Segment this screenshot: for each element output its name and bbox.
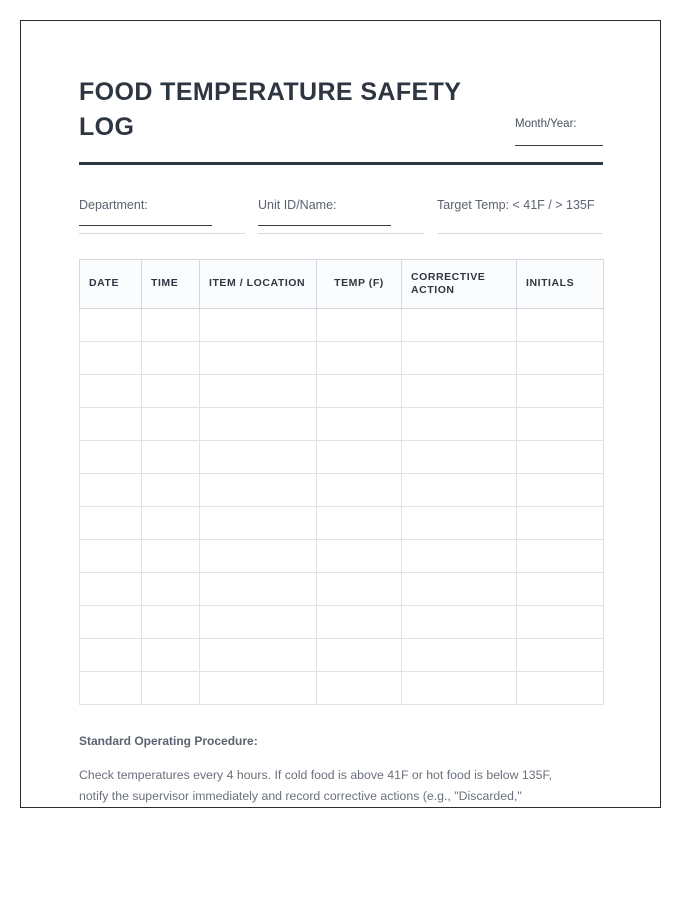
cell-item-location[interactable] [200,408,317,441]
sop-heading: Standard Operating Procedure: [79,734,258,748]
cell-initials[interactable] [517,474,604,507]
cell-time[interactable] [142,309,200,342]
cell-date[interactable] [80,441,142,474]
cell-corrective-action[interactable] [402,573,517,606]
cell-date[interactable] [80,606,142,639]
table-row [80,672,604,705]
field-target-temp-underline [437,233,603,234]
cell-date[interactable] [80,540,142,573]
cell-corrective-action[interactable] [402,639,517,672]
column-header-item-location: ITEM / LOCATION [200,260,317,309]
cell-item-location[interactable] [200,639,317,672]
cell-item-location[interactable] [200,309,317,342]
cell-initials[interactable] [517,540,604,573]
column-header-temp: TEMP (F) [317,260,402,309]
table-header [80,260,604,309]
cell-time[interactable] [142,672,200,705]
cell-item-location[interactable] [200,507,317,540]
title-divider [79,162,603,165]
cell-time[interactable] [142,342,200,375]
month-year-writeline[interactable] [515,145,603,146]
field-target-temp[interactable] [437,196,603,234]
cell-corrective-action[interactable] [402,507,517,540]
cell-temp-f[interactable] [317,573,402,606]
cell-date[interactable] [80,639,142,672]
cell-initials[interactable] [517,606,604,639]
cell-item-location[interactable] [200,540,317,573]
meta-fields-row [79,196,603,234]
cell-corrective-action[interactable] [402,540,517,573]
table-row [80,375,604,408]
cell-temp-f[interactable] [317,474,402,507]
document-page [20,20,661,808]
cell-temp-f[interactable] [317,309,402,342]
cell-temp-f[interactable] [317,507,402,540]
cell-item-location[interactable] [200,573,317,606]
table-header-row [80,260,604,309]
table-row [80,342,604,375]
table-body [80,309,604,705]
cell-time[interactable] [142,375,200,408]
cell-initials[interactable] [517,507,604,540]
cell-item-location[interactable] [200,672,317,705]
month-year-field[interactable] [515,118,603,146]
cell-corrective-action[interactable] [402,672,517,705]
field-unit-id-name[interactable] [258,196,424,234]
table-row [80,639,604,672]
cell-temp-f[interactable] [317,441,402,474]
cell-date[interactable] [80,507,142,540]
cell-time[interactable] [142,606,200,639]
cell-corrective-action[interactable] [402,375,517,408]
column-header-time: TIME [142,260,200,309]
cell-date[interactable] [80,408,142,441]
cell-time[interactable] [142,507,200,540]
cell-time[interactable] [142,639,200,672]
cell-item-location[interactable] [200,474,317,507]
cell-initials[interactable] [517,309,604,342]
cell-temp-f[interactable] [317,375,402,408]
cell-date[interactable] [80,474,142,507]
table-row [80,441,604,474]
table-row [80,408,604,441]
cell-item-location[interactable] [200,375,317,408]
cell-corrective-action[interactable] [402,474,517,507]
cell-temp-f[interactable] [317,342,402,375]
table-row [80,573,604,606]
field-department-label: Department: [79,198,148,212]
cell-corrective-action[interactable] [402,606,517,639]
month-year-label: Month/Year: [515,118,577,130]
table-row [80,309,604,342]
field-department[interactable] [79,196,245,234]
field-department-writeline[interactable] [79,225,212,226]
page-title: FOOD TEMPERATURE SAFETY LOG [79,78,461,141]
cell-initials[interactable] [517,441,604,474]
cell-corrective-action[interactable] [402,342,517,375]
field-target-temp-label: Target Temp: < 41F / > 135F [437,198,595,212]
cell-time[interactable] [142,441,200,474]
cell-initials[interactable] [517,375,604,408]
table-row [80,474,604,507]
cell-initials[interactable] [517,672,604,705]
cell-item-location[interactable] [200,342,317,375]
cell-corrective-action[interactable] [402,441,517,474]
column-header-initials: INITIALS [517,260,604,309]
cell-time[interactable] [142,573,200,606]
sop-body-text: Check temperatures every 4 hours. If cold food is above 41F or hot food is below 135F, notify the supervisor immediately and record corrective actions (e.g., "Discarded," [79,767,553,803]
cell-temp-f[interactable] [317,672,402,705]
cell-initials[interactable] [517,639,604,672]
cell-time[interactable] [142,540,200,573]
cell-corrective-action[interactable] [402,309,517,342]
field-unit-id-name-underline [258,233,424,234]
field-unit-id-name-writeline[interactable] [258,225,391,226]
table-row [80,606,604,639]
cell-time[interactable] [142,408,200,441]
cell-temp-f[interactable] [317,606,402,639]
cell-item-location[interactable] [200,606,317,639]
cell-item-location[interactable] [200,441,317,474]
column-header-date: DATE [80,260,142,309]
cell-corrective-action[interactable] [402,408,517,441]
field-unit-id-name-label: Unit ID/Name: [258,198,337,212]
cell-date[interactable] [80,375,142,408]
field-department-underline [79,233,245,234]
sop-section [79,733,603,807]
cell-date[interactable] [80,309,142,342]
cell-initials[interactable] [517,342,604,375]
cell-date[interactable] [80,342,142,375]
title-block [79,21,603,165]
table-row [80,507,604,540]
table-row [80,540,604,573]
cell-date[interactable] [80,573,142,606]
column-header-corrective-action: CORRECTIVE ACTION [402,260,517,309]
cell-date[interactable] [80,672,142,705]
cell-initials[interactable] [517,573,604,606]
cell-temp-f[interactable] [317,408,402,441]
cell-initials[interactable] [517,408,604,441]
page-content [79,21,603,807]
temperature-log-table [79,259,604,705]
cell-temp-f[interactable] [317,639,402,672]
cell-time[interactable] [142,474,200,507]
cell-temp-f[interactable] [317,540,402,573]
